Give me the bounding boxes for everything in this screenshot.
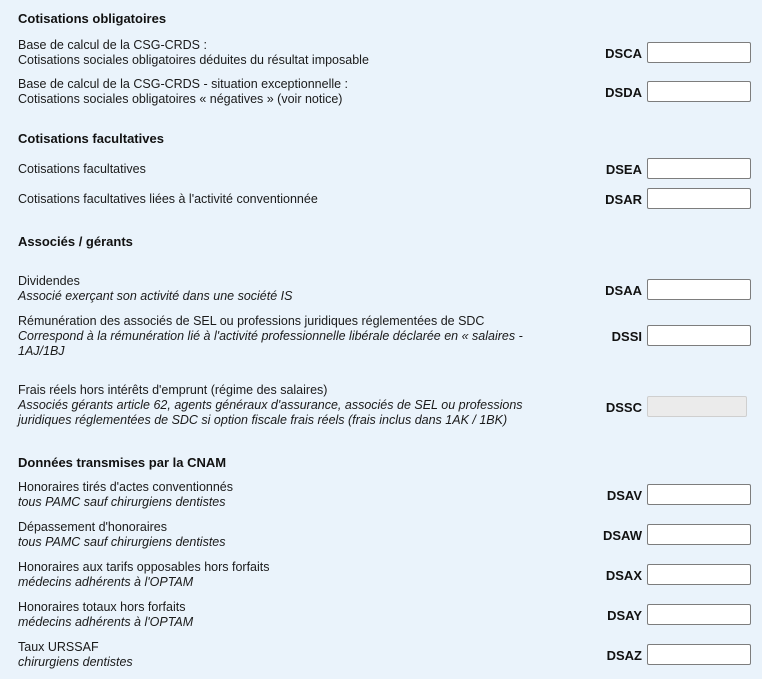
row-label-note: Associés gérants article 62, agents généraux d'assurance, associés de SEL ou professions — [18, 398, 523, 412]
dssc-input — [647, 396, 747, 417]
row-label-line: Rémunération des associés de SEL ou professions juridiques réglementées de SDC — [18, 314, 485, 328]
field-code-dssc: DSSC — [605, 400, 642, 415]
row-label-dsaw — [18, 520, 563, 550]
dsaz-input[interactable] — [647, 644, 751, 665]
row-label-note: tous PAMC sauf chirurgiens dentistes — [18, 535, 226, 549]
field-code-dsar: DSAR — [605, 192, 642, 207]
row-label-line: Frais réels hors intérêts d'emprunt (régime des salaires) — [18, 383, 328, 397]
row-label-dsaa — [18, 274, 563, 304]
field-code-dsaz: DSAZ — [606, 648, 642, 663]
row-label-line: Honoraires aux tarifs opposables hors forfaits — [18, 560, 270, 574]
row-label-dsaz — [18, 640, 563, 670]
section-title-cotisations-facultatives: Cotisations facultatives — [18, 131, 164, 146]
row-label-note: 1AJ/1BJ — [18, 344, 65, 358]
section-title-donnees-cnam: Données transmises par la CNAM — [18, 455, 227, 470]
row-label-note: médecins adhérents à l'OPTAM — [18, 615, 194, 629]
row-label-note: juridiques réglementées de SDC si option fiscale frais réels (frais inclus dans 1AK / 1BK) — [18, 413, 508, 427]
dsda-input[interactable] — [647, 81, 751, 102]
dsar-input[interactable] — [647, 188, 751, 209]
row-label-note: Correspond à la rémunération lié à l'activité professionnelle libérale déclarée en « salaires - — [18, 329, 523, 343]
field-code-dsea: DSEA — [605, 162, 642, 177]
row-label-note: tous PAMC sauf chirurgiens dentistes — [18, 495, 226, 509]
dssi-input[interactable] — [647, 325, 751, 346]
row-label-dsav — [18, 480, 563, 510]
row-label-line: Dividendes — [18, 274, 80, 288]
section-title-cotisations-obligatoires: Cotisations obligatoires — [18, 11, 167, 26]
dsax-input[interactable] — [647, 564, 751, 585]
field-code-dsda: DSDA — [605, 85, 642, 100]
field-code-dssi: DSSI — [611, 329, 642, 344]
row-label-line: Honoraires totaux hors forfaits — [18, 600, 186, 614]
row-label-line: Cotisations sociales obligatoires déduites du résultat imposable — [18, 53, 369, 67]
row-label-line: Honoraires tirés d'actes conventionnés — [18, 480, 234, 494]
row-label-dsea — [18, 162, 563, 177]
row-label-line: Cotisations sociales obligatoires « négatives » (voir notice) — [18, 92, 343, 106]
row-label-line: Dépassement d'honoraires — [18, 520, 167, 534]
dsca-input[interactable] — [647, 42, 751, 63]
row-label-dsax — [18, 560, 563, 590]
row-label-line: Base de calcul de la CSG-CRDS : — [18, 38, 207, 52]
field-code-dsay: DSAY — [607, 608, 642, 623]
row-label-dssc — [18, 383, 563, 428]
section-title-associes-gerants: Associés / gérants — [18, 234, 133, 249]
row-label-dssi — [18, 314, 563, 359]
row-label-dsar — [18, 192, 563, 207]
field-code-dsax: DSAX — [605, 568, 642, 583]
row-label-note: chirurgiens dentistes — [18, 655, 133, 669]
dsaw-input[interactable] — [647, 524, 751, 545]
dsay-input[interactable] — [647, 604, 751, 625]
row-label-line: Taux URSSAF — [18, 640, 99, 654]
row-label-note: médecins adhérents à l'OPTAM — [18, 575, 194, 589]
field-code-dsaa: DSAA — [605, 283, 642, 298]
row-label-line: Base de calcul de la CSG-CRDS - situation exceptionnelle : — [18, 77, 349, 91]
row-label-dsca — [18, 38, 563, 68]
dsav-input[interactable] — [647, 484, 751, 505]
field-code-dsca: DSCA — [605, 46, 642, 61]
dsaa-input[interactable] — [647, 279, 751, 300]
row-label-dsda — [18, 77, 563, 107]
row-label-line: Cotisations facultatives — [18, 162, 146, 176]
row-label-note: Associé exerçant son activité dans une société IS — [18, 289, 293, 303]
row-label-line: Cotisations facultatives liées à l'activité conventionnée — [18, 192, 318, 206]
row-label-dsay — [18, 600, 563, 630]
dsea-input[interactable] — [647, 158, 751, 179]
field-code-dsav: DSAV — [606, 488, 642, 503]
field-code-dsaw: DSAW — [603, 528, 642, 543]
